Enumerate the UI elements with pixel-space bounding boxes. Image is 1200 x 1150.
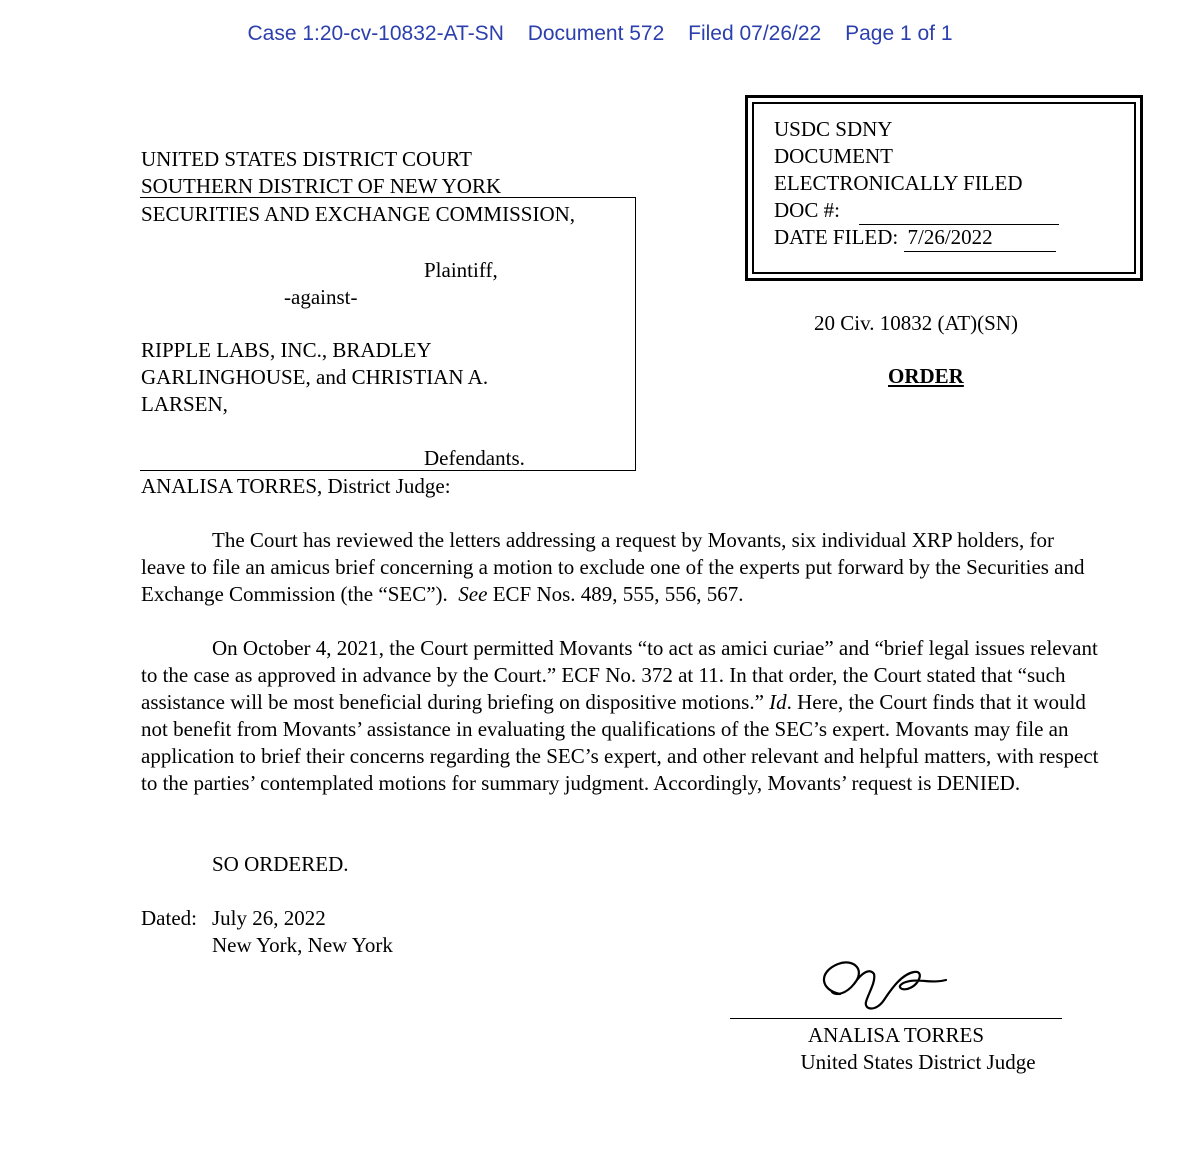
dated-label: Dated:: [141, 906, 197, 930]
dated-place: New York, New York: [212, 933, 393, 957]
stamp-doc-blank: [859, 197, 1059, 225]
defendants-line-1: RIPPLE LABS, INC., BRADLEY: [141, 338, 432, 362]
paragraph-1-text: The Court has reviewed the letters addressing a request by Movants, six individual XRP holders, for leave to file an amicus brief concerning a motion to exclude one of the experts put forward by the Securities and Exchange Commission (the “SEC”).: [141, 528, 1085, 606]
filed-date-header: Filed 07/26/22: [688, 22, 822, 45]
dated-date: July 26, 2022: [212, 906, 326, 930]
paragraph-2: [141, 635, 1101, 797]
court-name: UNITED STATES DISTRICT COURT: [141, 147, 472, 171]
defendants-line-2: GARLINGHOUSE, and CHRISTIAN A.: [141, 365, 489, 389]
judge-signature: [810, 950, 950, 1012]
paragraph-2-text-2: . Here, the Court finds that it would not benefit from Movants’ assistance in evaluating the qualifications of the SEC’s expert. Movants may file an application to brief their concerns regarding the SEC’s expert, and other relevant and helpful matters, with respect to the parties’ contemplated motions for summary judgment. Accordingly, Movants’ request is DENIED.: [141, 690, 1099, 795]
stamp-court: USDC SDNY: [774, 117, 893, 141]
paragraph-2-text-1: On October 4, 2021, the Court permitted Movants “to act as amici curiae” and “brief legal issues relevant to the case as approved in advance by the Court.” ECF No. 372 at 11. In that order, the Court stated that “such assistance will be most beneficial during briefing on dispositive motions.”: [141, 636, 1098, 714]
paragraph-1-citation: ECF Nos. 489, 555, 556, 567.: [492, 582, 744, 606]
stamp-doc-number: [774, 197, 1059, 225]
plaintiff-name: SECURITIES AND EXCHANGE COMMISSION,: [141, 202, 576, 226]
see-signal: See: [458, 582, 488, 606]
defendants-line-3: LARSEN,: [141, 392, 228, 416]
caption-box: [140, 197, 636, 471]
stamp-electronically-filed: ELECTRONICALLY FILED: [774, 171, 1023, 195]
stamp-document: DOCUMENT: [774, 144, 893, 168]
against-label: -against-: [284, 285, 358, 309]
case-number-header: Case 1:20-cv-10832-AT-SN: [247, 22, 504, 45]
stamp-date-label: DATE FILED:: [774, 225, 899, 249]
stamp-date-filed: [774, 224, 1056, 252]
so-ordered: SO ORDERED.: [212, 852, 349, 876]
judge-intro: ANALISA TORRES, District Judge:: [141, 474, 451, 498]
paragraph-1: [141, 527, 1101, 608]
defendants-label: Defendants.: [424, 446, 525, 470]
filing-stamp-inner-border: [752, 102, 1136, 274]
judge-title: United States District Judge: [800, 1050, 1036, 1074]
judge-name: ANALISA TORRES: [807, 1023, 984, 1047]
filing-stamp: [745, 95, 1143, 281]
document-number-header: Document 572: [527, 22, 665, 45]
signature-line: [730, 1018, 1062, 1019]
plaintiff-label: Plaintiff,: [424, 258, 498, 282]
id-signal: Id: [769, 690, 787, 714]
court-district: SOUTHERN DISTRICT OF NEW YORK: [141, 174, 502, 198]
civil-case-number: 20 Civ. 10832 (AT)(SN): [814, 311, 1018, 335]
page-count-header: Page 1 of 1: [845, 22, 953, 45]
stamp-date-value: 7/26/2022: [904, 224, 1056, 252]
stamp-doc-label: DOC #:: [774, 198, 840, 222]
order-title: ORDER: [888, 364, 964, 388]
ecf-header: [0, 22, 1200, 46]
